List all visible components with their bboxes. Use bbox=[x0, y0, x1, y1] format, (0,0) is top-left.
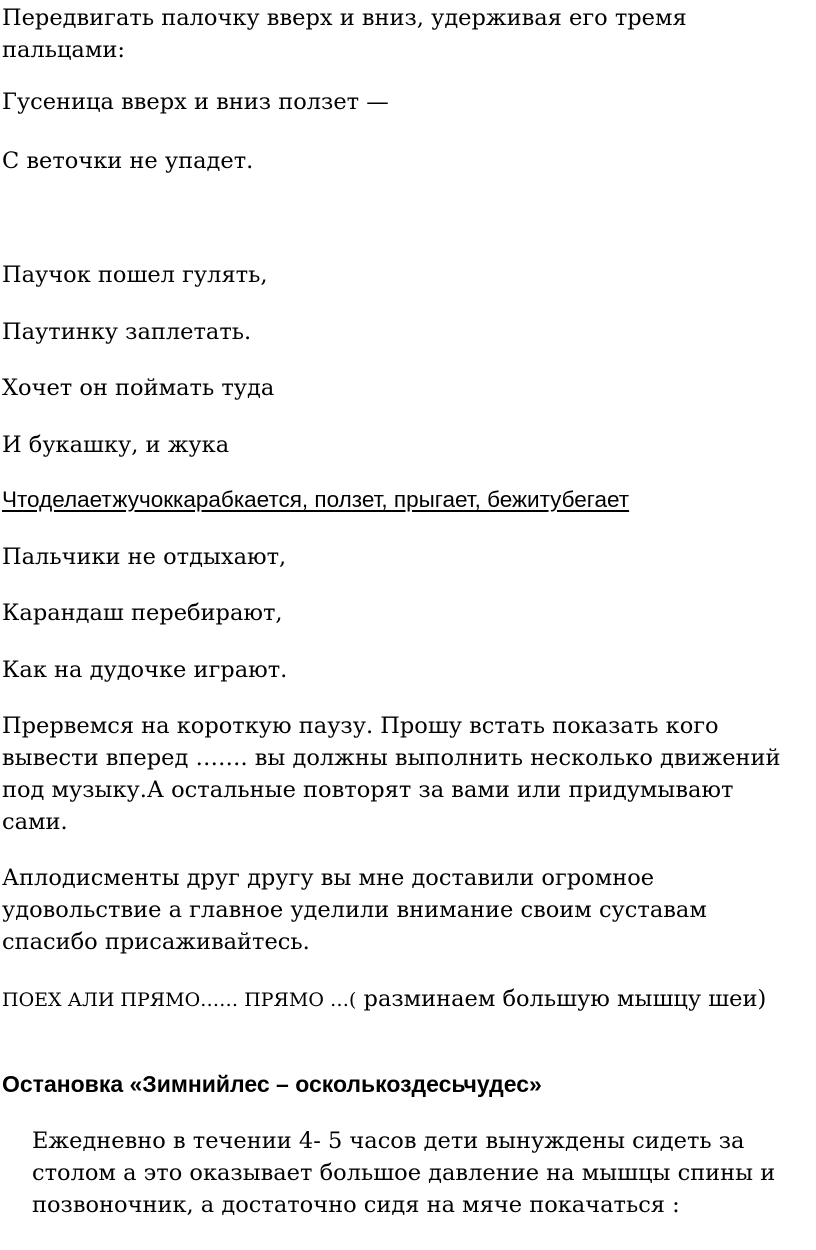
paragraph-verse: Гусеница вверх и вниз ползет — bbox=[2, 89, 389, 115]
paragraph-verse: Паучок пошел гулять, bbox=[2, 262, 268, 288]
paragraph-verse: И букашку, и жука bbox=[2, 432, 230, 458]
paragraph-verse: Карандаш перебирают, bbox=[2, 600, 283, 626]
paragraph-verse: Пальчики не отдыхают, bbox=[2, 544, 287, 570]
paragraph-applause: Аплодисменты друг другу вы мне доставили огромное удовольствие а главное уделили внимание своим суставам спасибо присаживайтесь. bbox=[2, 865, 707, 955]
paragraph-verse: Как на дудочке играют. bbox=[2, 657, 288, 683]
paragraph-instruction: Передвигать палочку вверх и вниз, удерживая его тремя пальцами: bbox=[2, 5, 687, 63]
paragraph-description: Ежедневно в течении 4- 5 часов дети вынуждены сидеть за столом а это оказывает большое давление на мышцы спины и позвоночник, а достаточно сидя на мяче покачаться : bbox=[32, 1128, 776, 1218]
exercise-text: разминаем большую мышцу шеи) bbox=[356, 986, 767, 1012]
paragraph-verse: С веточки не упадет. bbox=[2, 148, 254, 174]
paragraph-verse: Паутинку заплетать. bbox=[2, 319, 252, 345]
section-heading: Остановка «Зимнийлес – осколькоздесьчудес» bbox=[2, 1071, 542, 1097]
paragraph-neck-exercise bbox=[2, 983, 802, 1016]
underlined-line: Чтоделаетжучоккарабкается, ползет, прыгает, бежитубегает bbox=[2, 487, 630, 512]
caps-text: ПОЕХ АЛИ ПРЯМО…… ПРЯМО …( bbox=[2, 989, 357, 1011]
paragraph-pause: Прервемся на короткую паузу. Прошу встать показать кого вывести вперед ……. вы должны выполнить несколько движений под музыку.А остальные повторят за вами или придумывают сами. bbox=[2, 713, 781, 835]
paragraph-verse: Хочет он поймать туда bbox=[2, 375, 275, 401]
